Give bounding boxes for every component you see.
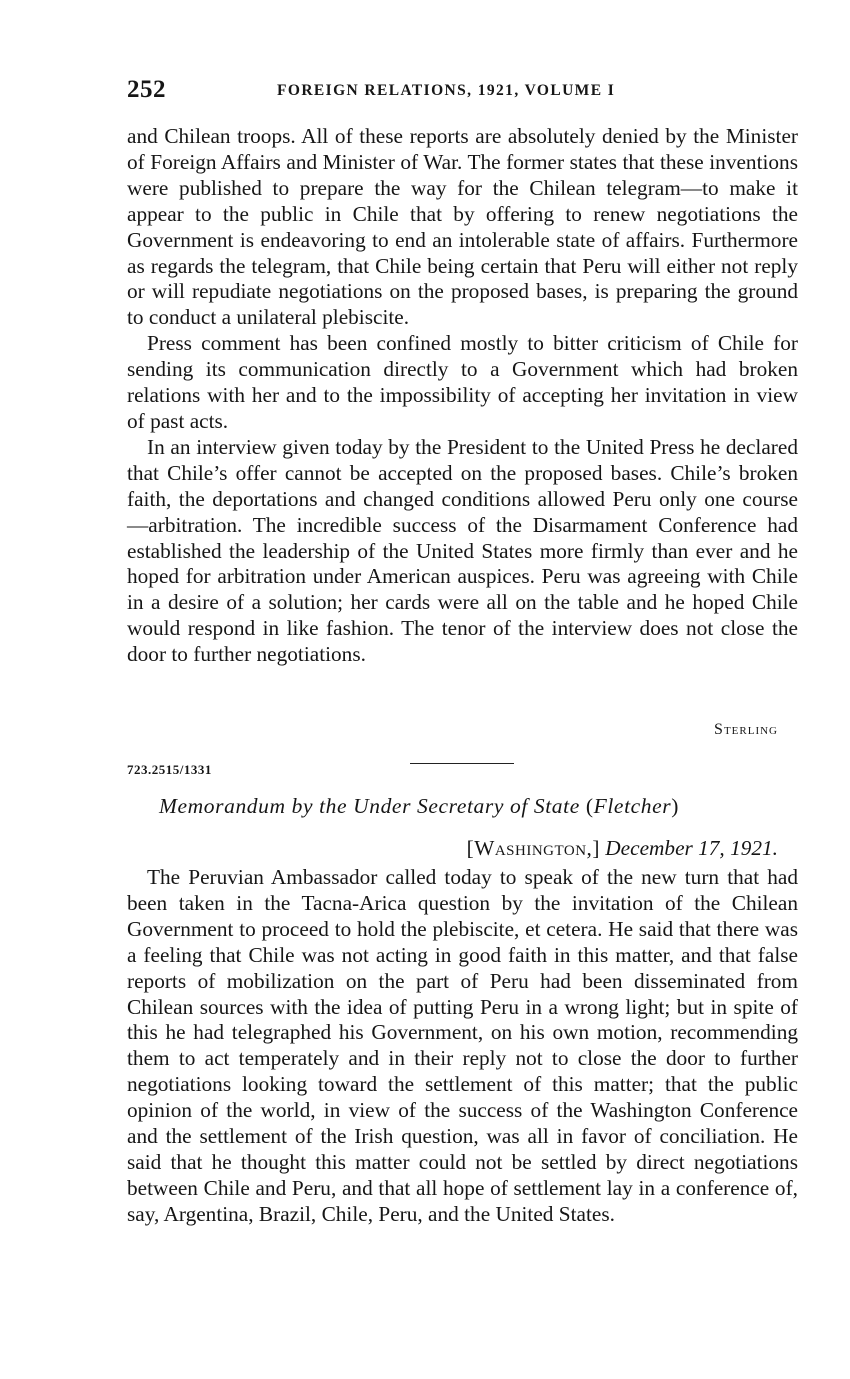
paragraph: In an interview given today by the President to the United Press he declared that Chile’s offer cannot be accepted on the proposed bases. Chile’s broken faith, the deportations and changed conditions allowed Peru only one course—arbitration. The incredible success of the Disarmament Conference had established the leadership of the United States more firmly than ever and he hoped for arbitration under American auspices. Peru was agreeing with Chile in a desire of a solution; her cards were all on the table and he hoped Chile would respond in like fashion. The tenor of the interview does not close the door to further negotiations.	[127, 434, 798, 667]
file-number: 723.2515/1331	[127, 762, 212, 777]
title-paren-open: (	[585, 794, 594, 818]
telegram-body	[127, 124, 798, 668]
signature: Sterling	[714, 721, 778, 738]
paragraph: Press comment has been confined mostly to bitter criticism of Chile for sending its communication directly to a Government which had broken relations with her and to the impossibility of accepting her invitation in view of past acts.	[127, 331, 798, 433]
document-title	[159, 794, 679, 819]
running-title: FOREIGN RELATIONS, 1921, VOLUME I	[277, 82, 616, 99]
dateline	[467, 836, 778, 861]
dateline-place: [Washington,]	[466, 836, 600, 860]
document-title-name: Fletcher	[593, 794, 672, 818]
title-paren-close: )	[671, 794, 680, 818]
document-title-main: Memorandum by the Under Secretary of State	[159, 794, 580, 818]
running-head	[127, 76, 798, 108]
section-divider	[410, 763, 514, 764]
page-number: 252	[127, 76, 166, 103]
paragraph: and Chilean troops. All of these reports are absolutely denied by the Minister of Foreign Affairs and Minister of War. The former states that these inventions were published to prepare the way for the Chilean telegram—to make it appear to the public in Chile that by offering to renew negotiations the Government is endeavoring to end an intolerable state of affairs. Furthermore as regards the telegram, that Chile being certain that Peru will either not reply or will repudiate negotiations on the proposed bases, is preparing the ground to conduct a unilateral plebiscite.	[127, 124, 798, 330]
paragraph: The Peruvian Ambassador called today to speak of the new turn that had been taken in the Tacna-Arica question by the invitation of the Chilean Government to proceed to hold the plebiscite, et cetera. He said that there was a feeling that Chile was not acting in good faith in this matter, and that false reports of mobilization on the part of Peru had been disseminated from Chilean sources with the idea of putting Peru in a wrong light; but in spite of this he had telegraphed his Government, on his own motion, recommending them to act temperately and in their reply not to close the door to further negotiations looking toward the settlement of this matter; that the public opinion of the world, in view of the success of the Washington Conference and the settlement of the Irish question, was all in favor of conciliation. He said that he thought this matter could not be settled by direct negotiations between Chile and Peru, and that all hope of settlement lay in a conference of, say, Argentina, Brazil, Chile, Peru, and the United States.	[127, 865, 798, 1226]
dateline-date: December 17, 1921.	[605, 836, 778, 860]
memorandum-body	[127, 865, 798, 1228]
